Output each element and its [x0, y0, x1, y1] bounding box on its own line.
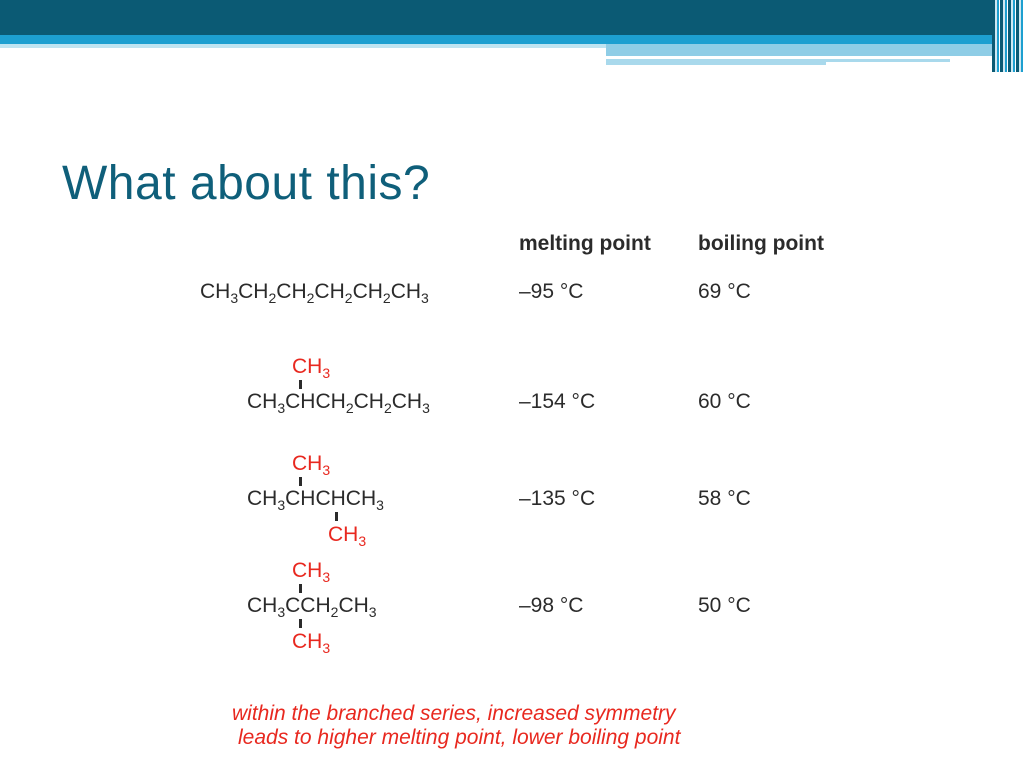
header-band-dark: [0, 0, 992, 35]
symmetry-note: [232, 702, 762, 750]
structure-2-methylpentane: $CH_3CHCH_2CH_2CH_3$: [247, 390, 430, 416]
melting-point-value: –95 °C: [519, 280, 584, 303]
boiling-point-value: 60 °C: [698, 390, 751, 413]
melting-point-value: –135 °C: [519, 487, 596, 510]
slide-title: What about this?: [62, 157, 431, 210]
structure-bond: [299, 477, 302, 486]
melting-point-header: melting point: [519, 232, 651, 255]
structure-2-2-dimethylbutane: $CH_3CCH_2CH_3$: [247, 594, 377, 620]
melting-point-value: –154 °C: [519, 390, 596, 413]
structure-2-3-dimethylbutane: $CH_3CHCHCH_3$: [247, 487, 384, 513]
header-band-light: [0, 44, 610, 48]
boiling-point-value: 69 °C: [698, 280, 751, 303]
structure-methyl-branch: $CH_3$: [292, 452, 331, 478]
structure-methyl-branch: $CH_3$: [292, 630, 331, 656]
melting-point-value: –98 °C: [519, 594, 584, 617]
header-band: [0, 0, 1024, 72]
structure-methyl-branch: $CH_3$: [292, 355, 331, 381]
structure-hexane: $CH_3CH_2CH_2CH_2CH_2CH_3$: [200, 280, 429, 306]
structure-bond: [299, 584, 302, 593]
structure-methyl-branch: $CH_3$: [292, 559, 331, 585]
structure-bond: [299, 380, 302, 389]
header-vertical-stripes: [992, 0, 1024, 72]
header-band-right-1: [606, 44, 992, 56]
note-line-2: leads to higher melting point, lower boiling point: [238, 726, 681, 749]
note-line-1: within the branched series, increased symmetry: [232, 702, 676, 725]
structure-methyl-branch: $CH_3$: [328, 523, 367, 549]
boiling-point-header: boiling point: [698, 232, 824, 255]
header-band-right-3: [606, 59, 826, 65]
structure-bond: [299, 619, 302, 628]
structure-bond: [335, 512, 338, 521]
boiling-point-value: 50 °C: [698, 594, 751, 617]
header-band-right-4: [826, 59, 950, 62]
boiling-point-value: 58 °C: [698, 487, 751, 510]
header-band-accent: [0, 35, 992, 44]
